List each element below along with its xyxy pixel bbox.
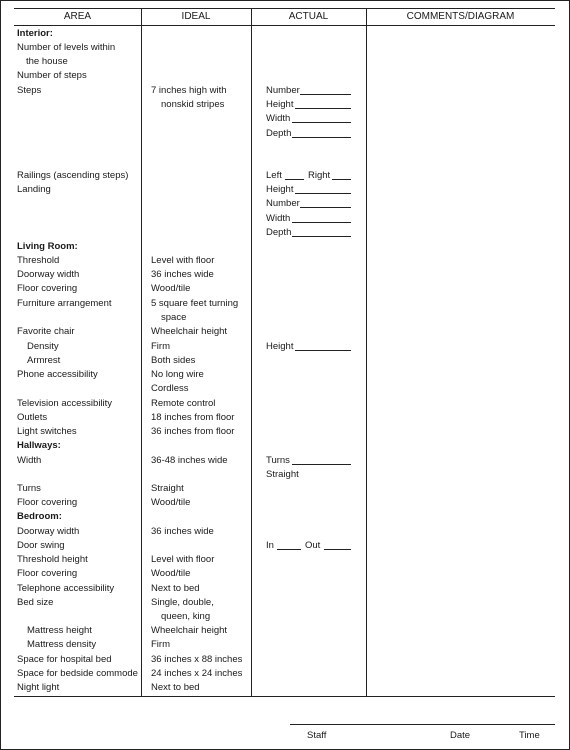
area-telephone: Telephone accessibility <box>17 583 115 594</box>
actual-chair-height-blank[interactable] <box>295 350 351 351</box>
actual-steps-number-label: Number <box>266 85 300 96</box>
ideal-hall-floor-covering: Wood/tile <box>151 497 191 508</box>
actual-door-in-blank[interactable] <box>277 549 301 550</box>
actual-landing-depth-blank[interactable] <box>292 236 351 237</box>
ideal-steps-cont: nonskid stripes <box>161 99 225 110</box>
actual-landing-height-blank[interactable] <box>295 193 351 194</box>
area-night-light: Night light <box>17 682 60 693</box>
actual-steps-width-blank[interactable] <box>292 122 351 123</box>
area-density: Density <box>27 341 59 352</box>
ideal-telephone: Next to bed <box>151 583 200 594</box>
ideal-furniture-cont: space <box>161 312 187 323</box>
area-door-swing: Door swing <box>17 540 65 551</box>
table-top-border <box>14 8 555 9</box>
section-living-room: Living Room: <box>17 241 78 252</box>
header-divider <box>14 25 555 26</box>
footer-staff-label: Staff <box>307 730 327 741</box>
ideal-hall-width: 36-48 inches wide <box>151 455 228 466</box>
actual-railings-left-label: Left <box>266 170 282 181</box>
actual-door-out-label: Out <box>305 540 321 551</box>
column-divider-2 <box>251 8 252 696</box>
area-bed-size: Bed size <box>17 597 54 608</box>
area-threshold: Threshold <box>17 255 60 266</box>
actual-railings-right-label: Right <box>308 170 331 181</box>
area-furniture: Furniture arrangement <box>17 298 112 309</box>
signature-line[interactable] <box>290 724 555 725</box>
ideal-doorway-width: 36 inches wide <box>151 269 214 280</box>
actual-landing-number-blank[interactable] <box>300 207 351 208</box>
actual-steps-depth-label: Depth <box>266 128 292 139</box>
actual-landing-depth-label: Depth <box>266 227 292 238</box>
ideal-mattress-density: Firm <box>151 639 170 650</box>
ideal-bed-floor-covering: Wood/tile <box>151 568 191 579</box>
ideal-mattress-height: Wheelchair height <box>151 625 228 636</box>
section-interior: Interior: <box>17 28 53 39</box>
actual-door-out-blank[interactable] <box>324 549 351 550</box>
area-railings: Railings (ascending steps) <box>17 170 129 181</box>
ideal-night-light: Next to bed <box>151 682 200 693</box>
area-armrest: Armrest <box>27 355 61 366</box>
area-doorway-width: Doorway width <box>17 269 80 280</box>
ideal-bed-size: Single, double, <box>151 597 214 608</box>
area-levels-cont: the house <box>26 56 68 67</box>
header-ideal: IDEAL <box>181 11 211 22</box>
ideal-threshold: Level with floor <box>151 255 215 266</box>
area-levels: Number of levels within <box>17 42 116 53</box>
actual-landing-width-label: Width <box>266 213 291 224</box>
ideal-armrest: Both sides <box>151 355 196 366</box>
column-divider-3 <box>366 8 367 696</box>
area-number-of-steps: Number of steps <box>17 70 87 81</box>
ideal-bed-doorway-width: 36 inches wide <box>151 526 214 537</box>
ideal-commode: 24 inches x 24 inches <box>151 668 243 679</box>
ideal-outlets: 18 inches from floor <box>151 412 235 423</box>
ideal-hospital-bed: 36 inches x 88 inches <box>151 654 243 665</box>
area-bed-doorway-width: Doorway width <box>17 526 80 537</box>
area-hall-floor-covering: Floor covering <box>17 497 78 508</box>
actual-landing-width-blank[interactable] <box>292 222 351 223</box>
header-comments: COMMENTS/DIAGRAM <box>406 11 515 22</box>
area-commode: Space for bedside commode <box>17 668 138 679</box>
ideal-light-switches: 36 inches from floor <box>151 426 235 437</box>
ideal-phone-cont: Cordless <box>151 383 189 394</box>
actual-door-in-label: In <box>266 540 274 551</box>
footer-time-label: Time <box>519 730 540 741</box>
area-mattress-height: Mattress height <box>27 625 92 636</box>
ideal-television: Remote control <box>151 398 216 409</box>
ideal-steps: 7 inches high with <box>151 85 227 96</box>
area-phone: Phone accessibility <box>17 369 98 380</box>
ideal-bed-size-cont: queen, king <box>161 611 211 622</box>
area-floor-covering: Floor covering <box>17 283 78 294</box>
area-television: Television accessibility <box>17 398 113 409</box>
actual-landing-number-label: Number <box>266 198 300 209</box>
area-favorite-chair: Favorite chair <box>17 326 75 337</box>
actual-landing-height-label: Height <box>266 184 294 195</box>
ideal-floor-covering: Wood/tile <box>151 283 191 294</box>
table-bottom-border <box>14 696 555 697</box>
header-area: AREA <box>63 11 92 22</box>
actual-steps-height-blank[interactable] <box>295 108 351 109</box>
area-outlets: Outlets <box>17 412 48 423</box>
actual-chair-height-label: Height <box>266 341 294 352</box>
column-divider-1 <box>141 8 142 696</box>
ideal-threshold-height: Level with floor <box>151 554 215 565</box>
actual-straight-label: Straight <box>266 469 299 480</box>
actual-railings-right-blank[interactable] <box>332 179 351 180</box>
section-hallways: Hallways: <box>17 440 61 451</box>
ideal-turns: Straight <box>151 483 184 494</box>
actual-turns-label: Turns <box>266 455 290 466</box>
area-steps: Steps <box>17 85 42 96</box>
area-bed-floor-covering: Floor covering <box>17 568 78 579</box>
area-mattress-density: Mattress density <box>27 639 97 650</box>
ideal-favorite-chair: Wheelchair height <box>151 326 228 337</box>
actual-steps-width-label: Width <box>266 113 291 124</box>
actual-steps-number-blank[interactable] <box>300 94 351 95</box>
area-turns: Turns <box>17 483 41 494</box>
section-bedroom: Bedroom: <box>17 511 62 522</box>
ideal-phone: No long wire <box>151 369 204 380</box>
header-actual: ACTUAL <box>288 11 329 22</box>
actual-steps-depth-blank[interactable] <box>292 137 351 138</box>
ideal-furniture: 5 square feet turning <box>151 298 239 309</box>
area-light-switches: Light switches <box>17 426 77 437</box>
ideal-density: Firm <box>151 341 170 352</box>
area-landing: Landing <box>17 184 51 195</box>
actual-turns-blank[interactable] <box>292 464 351 465</box>
footer-date-label: Date <box>450 730 471 741</box>
area-width: Width <box>17 455 42 466</box>
area-threshold-height: Threshold height <box>17 554 88 565</box>
actual-railings-left-blank[interactable] <box>285 179 304 180</box>
area-hospital-bed: Space for hospital bed <box>17 654 112 665</box>
actual-steps-height-label: Height <box>266 99 294 110</box>
